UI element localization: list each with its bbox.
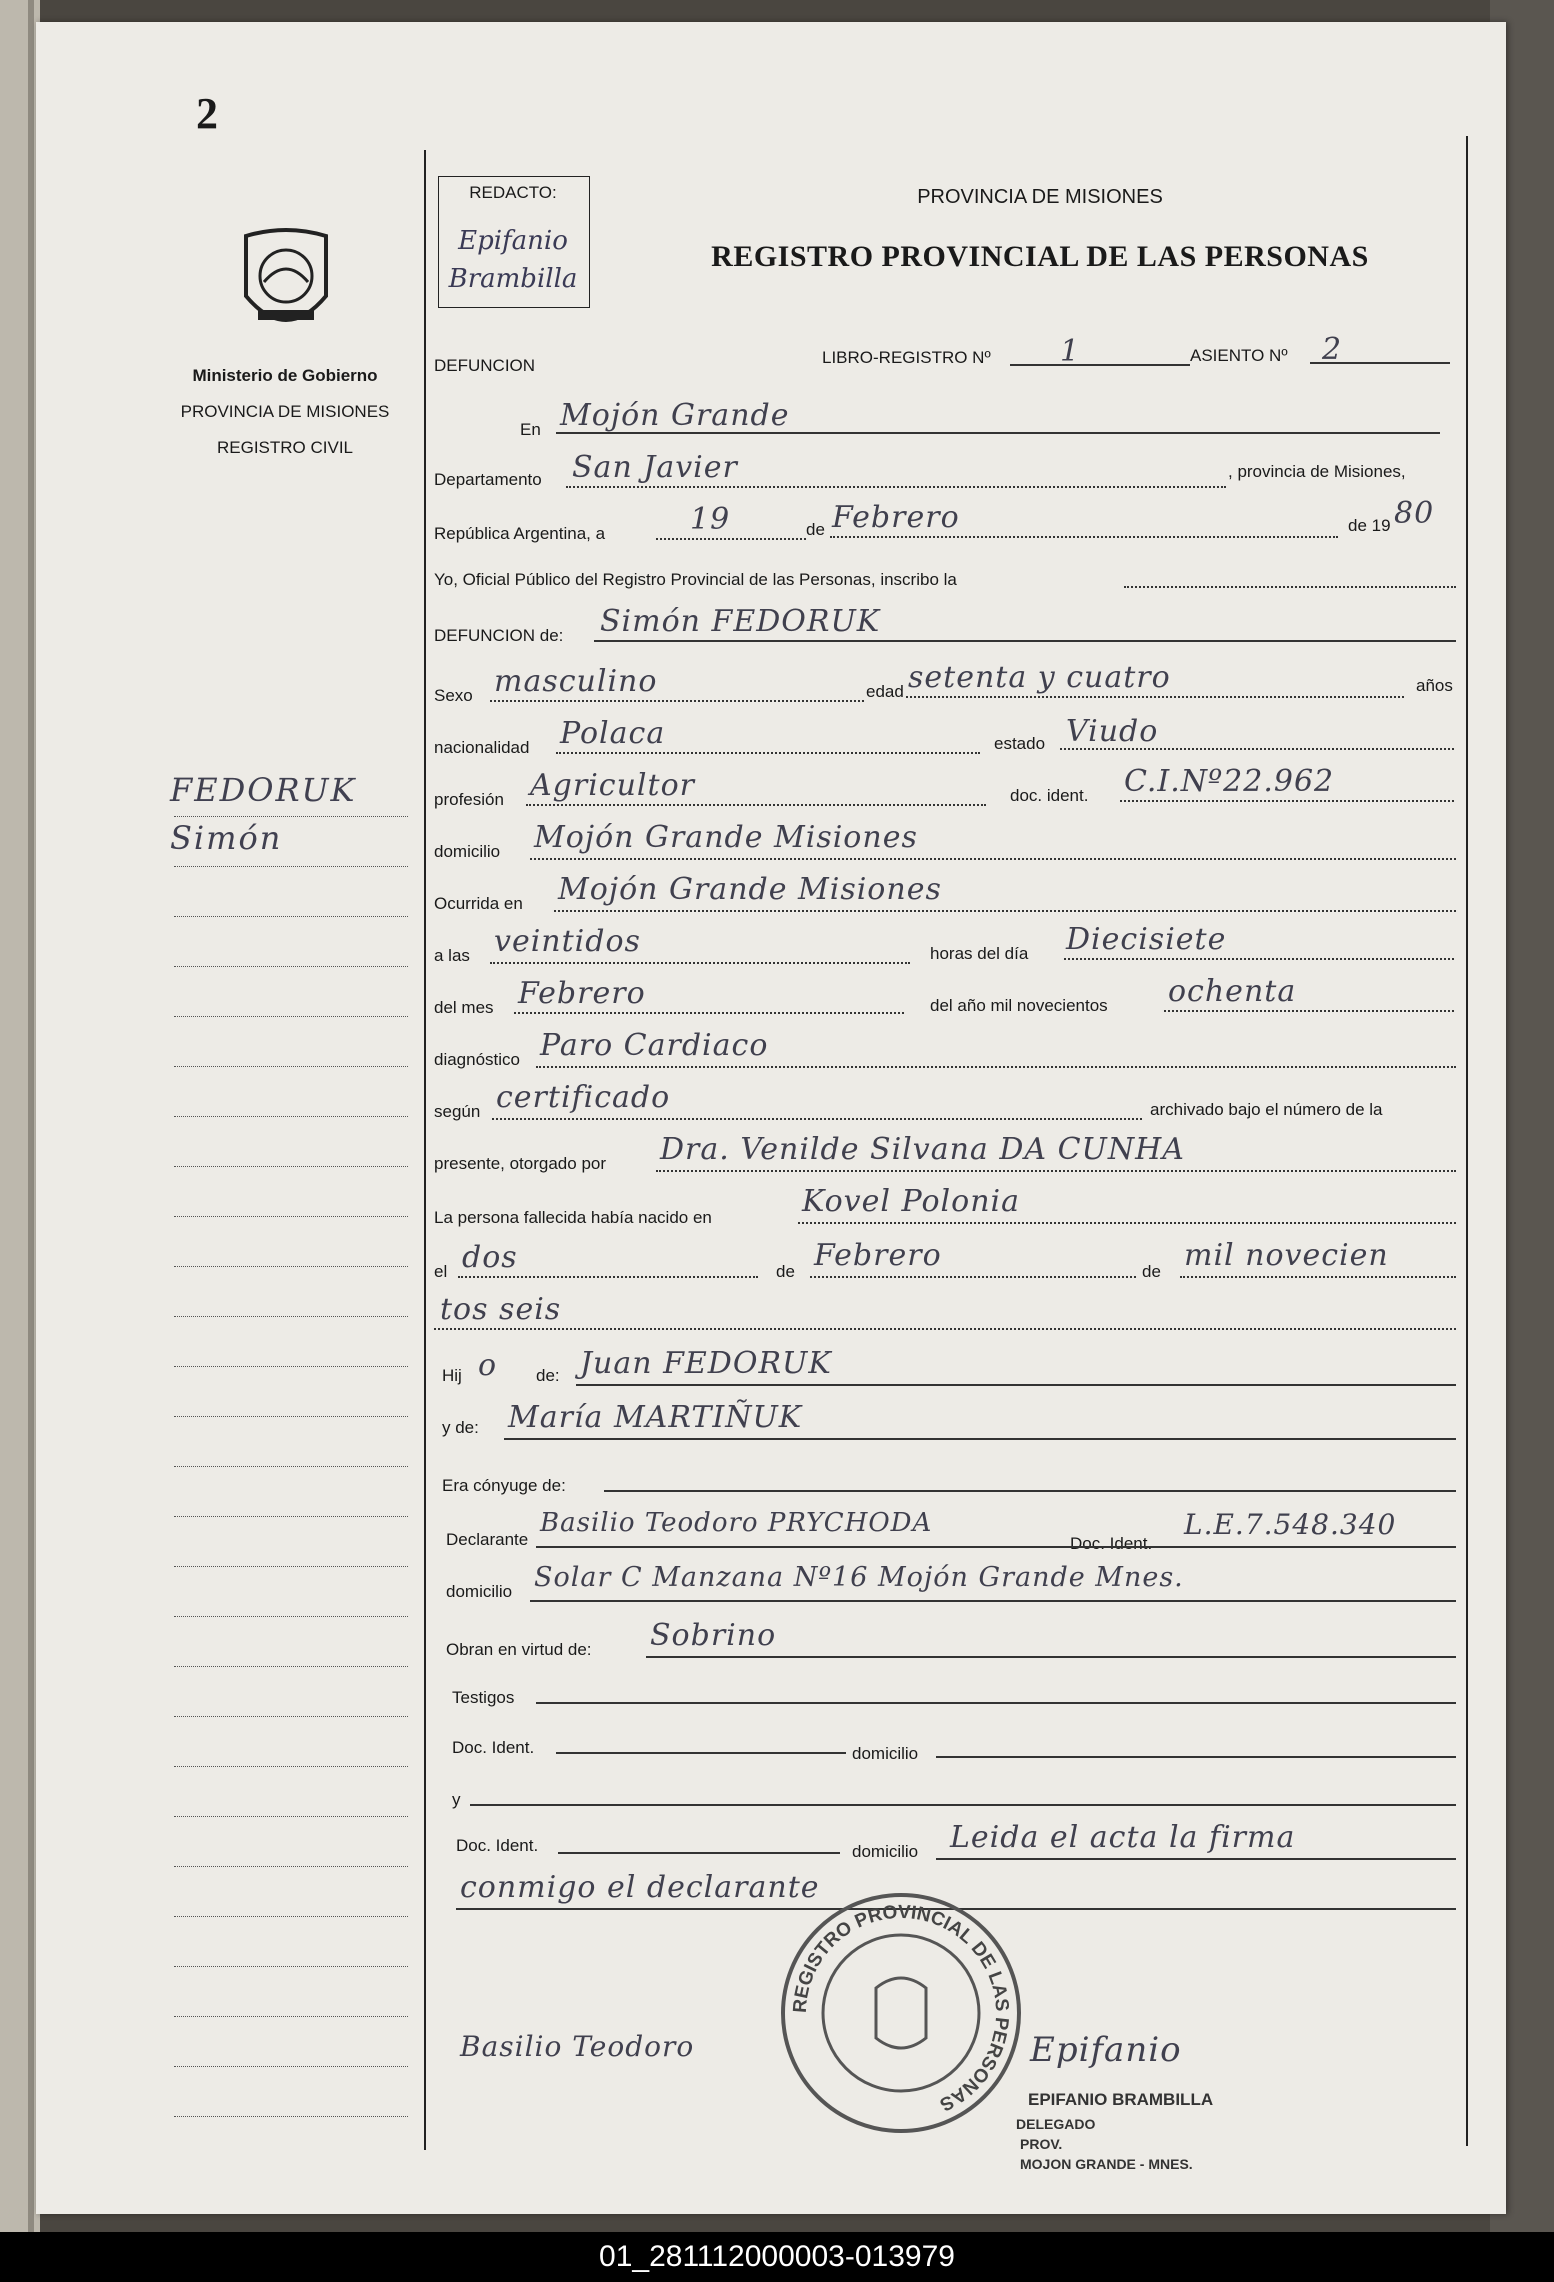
hij-label: Hij: [442, 1366, 462, 1385]
declarant-signature: Basilio Teodoro: [460, 2030, 695, 2063]
horas-label: horas del día: [930, 944, 1029, 963]
margin-annotation: [170, 766, 356, 862]
conyuge-label: Era cónyuge de:: [442, 1476, 566, 1495]
hijde-label: de:: [536, 1366, 560, 1385]
testigo1-doc-label: Doc. Ident.: [452, 1738, 535, 1757]
departamento-value: San Javier: [572, 450, 738, 485]
margin-ruled-line: [174, 966, 408, 967]
margin-ruled-line: [174, 1516, 408, 1517]
testigo2-domicilio-label: domicilio: [852, 1842, 919, 1861]
margin-ruled-line: [174, 1616, 408, 1617]
margin-ruled-line: [174, 1216, 408, 1217]
margin-ruled-line: [174, 2016, 408, 2017]
estado-label: estado: [994, 734, 1046, 753]
ocurrida-label: Ocurrida en: [434, 894, 523, 913]
yde-label: y de:: [442, 1418, 479, 1437]
margin-ruled-line: [174, 1316, 408, 1317]
official-title-2: PROV.: [1020, 2136, 1063, 2152]
edad-value: setenta y cuatro: [908, 660, 1171, 695]
father-name: Juan FEDORUK: [580, 1346, 832, 1381]
birth-year-value: mil novecien: [1184, 1238, 1389, 1273]
scan-id-footer: 01_281112000003-013979: [0, 2232, 1554, 2282]
alas-label: a las: [434, 946, 470, 965]
profesion-value: Agricultor: [530, 768, 695, 803]
day-value: 19: [690, 502, 731, 537]
margin-ruled-line: [174, 1116, 408, 1117]
sexo-value: masculino: [494, 664, 658, 699]
deceased-name: Simón FEDORUK: [600, 604, 881, 639]
right-frame-rule: [1466, 136, 1468, 2146]
closing-text-continuation: conmigo el declarante: [460, 1870, 820, 1905]
sexo-label: Sexo: [434, 686, 473, 705]
obran-value: Sobrino: [650, 1618, 777, 1653]
asiento-value: 2: [1322, 332, 1343, 367]
declarante-value: Basilio Teodoro PRYCHODA: [540, 1508, 933, 1538]
domicilio-label: domicilio: [434, 842, 501, 861]
official-name: EPIFANIO BRAMBILLA: [1028, 2090, 1214, 2109]
nacionalidad-label: nacionalidad: [434, 738, 530, 757]
diagnostico-value: Paro Cardiaco: [540, 1028, 769, 1063]
margin-ruled-line: [174, 816, 408, 817]
obran-label: Obran en virtud de:: [446, 1640, 592, 1659]
book-binding: [0, 0, 40, 2232]
declarante-domicilio-value: Solar C Manzana Nº16 Mojón Grande Mnes.: [534, 1562, 1184, 1593]
margin-surname: FEDORUK: [170, 771, 357, 809]
segun-label: según: [434, 1102, 481, 1121]
birth-month-value: Febrero: [814, 1238, 942, 1273]
margin-ruled-line: [174, 1466, 408, 1467]
margin-ruled-line: [174, 1016, 408, 1017]
margin-ruled-line: [174, 1266, 408, 1267]
margin-ruled-line: [174, 1866, 408, 1867]
coat-of-arms-icon: [236, 226, 336, 346]
declarante-label: Declarante: [446, 1530, 529, 1549]
left-frame-rule: [424, 150, 426, 2150]
redacto-label: REDACTO:: [469, 183, 557, 202]
birth-day-value: dos: [462, 1240, 518, 1275]
y-label: y: [452, 1790, 461, 1809]
provincia-left-label: PROVINCIA DE MISIONES: [180, 402, 390, 421]
testigo1-domicilio-label: domicilio: [852, 1744, 919, 1763]
official-title-3: MOJON GRANDE - MNES.: [1020, 2156, 1193, 2172]
libro-value: 1: [1060, 334, 1081, 369]
nacido-value: Kovel Polonia: [802, 1184, 1020, 1219]
testigo2-doc-label: Doc. Ident.: [456, 1836, 539, 1855]
alas-value: veintidos: [494, 924, 641, 959]
declarante-doc-value: L.E.7.548.340: [1184, 1508, 1397, 1541]
margin-ruled-line: [174, 1366, 408, 1367]
margin-ruled-line: [174, 1766, 408, 1767]
libro-label: LIBRO-REGISTRO Nº: [822, 348, 991, 367]
asiento-label: ASIENTO Nº: [1190, 346, 1288, 365]
de-label: de: [806, 520, 825, 539]
doc-ident-label: doc. ident.: [1010, 786, 1089, 805]
defuncion-label: DEFUNCION de:: [434, 626, 564, 645]
delmes-label: del mes: [434, 998, 494, 1017]
month-value: Febrero: [832, 500, 960, 535]
margin-ruled-line: [174, 2066, 408, 2067]
margin-ruled-line: [174, 1166, 408, 1167]
provincia-suffix: , provincia de Misiones,: [1228, 462, 1406, 481]
document-type: DEFUNCION: [434, 356, 536, 375]
nacionalidad-value: Polaca: [560, 716, 666, 751]
archivado-label: archivado bajo el número de la: [1150, 1100, 1383, 1119]
margin-ruled-line: [174, 1566, 408, 1567]
margin-ruled-line: [174, 866, 408, 867]
ocurrida-value: Mojón Grande Misiones: [558, 872, 942, 907]
margin-given-name: Simón: [170, 819, 283, 857]
presente-label: presente, otorgado por: [434, 1154, 607, 1173]
margin-ruled-line: [174, 1816, 408, 1817]
departamento-label: Departamento: [434, 470, 542, 489]
year-prefix: de 19: [1348, 516, 1391, 535]
estado-value: Viudo: [1066, 714, 1159, 749]
en-label: En: [520, 420, 541, 439]
domicilio-value: Mojón Grande Misiones: [534, 820, 918, 855]
province-heading: PROVINCIA DE MISIONES: [917, 186, 1163, 208]
republica-label: República Argentina, a: [434, 524, 606, 543]
registry-seal: [776, 1888, 1026, 2138]
ministerio-label: Ministerio de Gobierno: [192, 366, 378, 385]
testigos-label: Testigos: [452, 1688, 515, 1707]
margin-ruled-line: [174, 1916, 408, 1917]
page-number: 2: [196, 89, 218, 138]
horas-value: Diecisiete: [1066, 922, 1227, 957]
registro-civil-label: REGISTRO CIVIL: [216, 438, 354, 457]
anomil-value: ochenta: [1168, 974, 1297, 1009]
margin-ruled-line: [174, 2116, 408, 2117]
official-signature: Epifanio: [1030, 2030, 1182, 2070]
redacto-name: Epifanio Brambilla: [448, 226, 578, 294]
doc-ident-value: C.I.Nº22.962: [1124, 764, 1335, 799]
nacido-label: La persona fallecida había nacido en: [434, 1208, 712, 1227]
en-value: Mojón Grande: [560, 398, 790, 433]
segun-value: certificado: [496, 1080, 671, 1115]
birth-year-continuation: tos seis: [440, 1292, 562, 1327]
delmes-value: Febrero: [518, 976, 646, 1011]
el-label: el: [434, 1262, 448, 1281]
anos-label: años: [1416, 676, 1453, 695]
margin-ruled-line: [174, 1666, 408, 1667]
diagnostico-label: diagnóstico: [434, 1050, 521, 1069]
anomil-label: del año mil novecientos: [930, 996, 1108, 1015]
margin-ruled-line: [174, 1066, 408, 1067]
margin-ruled-line: [174, 916, 408, 917]
el-de2-label: de: [1142, 1262, 1161, 1281]
margin-ruled-line: [174, 1966, 408, 1967]
presente-value: Dra. Venilde Silvana DA CUNHA: [660, 1132, 1185, 1167]
el-de-label: de: [776, 1262, 795, 1281]
edad-label: edad: [866, 682, 904, 701]
mother-name: María MARTIÑUK: [508, 1400, 803, 1435]
seal-text: REGISTRO PROVINCIAL DE LAS PERSONAS: [789, 1901, 1013, 2115]
official-title-1: DELEGADO: [1016, 2116, 1096, 2132]
declarante-domicilio-label: domicilio: [446, 1582, 513, 1601]
hij-suffix: o: [478, 1348, 498, 1383]
closing-text: Leida el acta la firma: [950, 1820, 1296, 1855]
registry-title: REGISTRO PROVINCIAL DE LAS PERSONAS: [711, 240, 1369, 273]
margin-ruled-line: [174, 1416, 408, 1417]
declarante-doc-label: Doc. Ident.: [1070, 1534, 1153, 1553]
profesion-label: profesión: [434, 790, 504, 809]
year-value: 80: [1394, 496, 1435, 531]
yo-statement: Yo, Oficial Público del Registro Provincial de las Personas, inscribo la: [434, 570, 957, 589]
margin-ruled-line: [174, 1716, 408, 1717]
